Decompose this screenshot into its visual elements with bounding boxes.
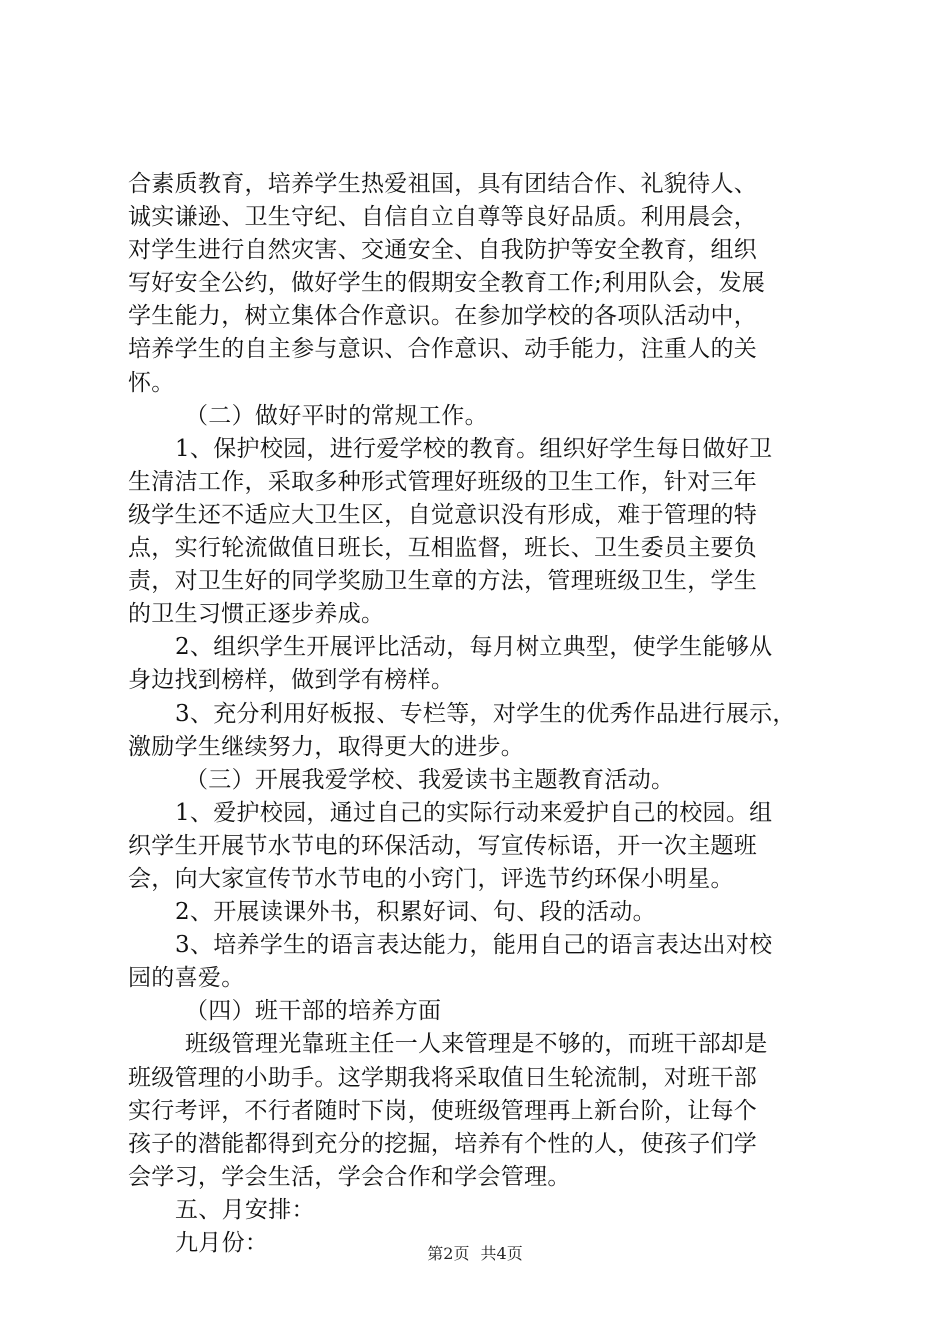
text-line: 2、开展读课外书，积累好词、句、段的活动。 [175, 899, 656, 926]
text-line: （三）开展我爱学校、我爱读书主题教育活动。 [185, 766, 675, 793]
text-line: 会学习，学会生活，学会合作和学会管理。 [128, 1163, 571, 1190]
text-line: 学生能力，树立集体合作意识。在参加学校的各项队活动中， [128, 303, 758, 330]
text-line: 五、月安排： [175, 1196, 315, 1223]
text-line: 身边找到榜样，做到学有榜样。 [128, 667, 455, 694]
text-line: 园的喜爱。 [128, 965, 245, 992]
page-footer [0, 1244, 950, 1264]
text-line: 班级管理光靠班主任一人来管理是不够的，而班干部却是 [185, 1031, 768, 1058]
text-line: 实行考评，不行者随时下岗，使班级管理再上新台阶，让每个 [128, 1097, 758, 1124]
text-line: 会，向大家宣传节水节电的小窍门，评选节约环保小明星。 [128, 865, 734, 892]
text-line: 九月份： [175, 1230, 269, 1256]
text-line: 2、组织学生开展评比活动，每月树立典型，使学生能够从 [175, 634, 773, 661]
document-body [128, 168, 840, 1260]
text-line: 培养学生的自主参与意识、合作意识、动手能力，注重人的关 [128, 336, 758, 363]
text-line: 激励学生继续努力，取得更大的进步。 [128, 733, 525, 760]
text-line: 对学生进行自然灾害、交通安全、自我防护等安全教育，组织 [128, 237, 758, 264]
text-line: 点，实行轮流做值日班长，互相监督，班长、卫生委员主要负 [128, 535, 758, 562]
text-line: （二）做好平时的常规工作。 [185, 402, 488, 429]
text-line: 诚实谦逊、卫生守纪、自信自立自尊等良好品质。利用晨会， [128, 204, 758, 231]
text-line: 怀。 [128, 369, 175, 396]
text-line: 合素质教育，培养学生热爱祖国，具有团结合作、礼貌待人、 [128, 171, 758, 197]
text-line: 3、培养学生的语言表达能力，能用自己的语言表达出对校 [175, 932, 773, 959]
text-line: 孩子的潜能都得到充分的挖掘，培养有个性的人，使孩子们学 [128, 1130, 758, 1157]
text-line: 生清洁工作，采取多种形式管理好班级的卫生工作，针对三年 [128, 468, 758, 495]
text-line: 织学生开展节水节电的环保活动，写宣传标语，开一次主题班 [128, 832, 758, 859]
text-line: 1、爱护校园，通过自己的实际行动来爱护自己的校园。组 [175, 799, 773, 826]
text-line: 3、充分利用好板报、专栏等，对学生的优秀作品进行展示， [175, 700, 796, 727]
text-line: 1、保护校园，进行爱学校的教育。组织好学生每日做好卫 [175, 435, 773, 462]
text-line: 级学生还不适应大卫生区，自觉意识没有形成，难于管理的特 [128, 501, 758, 528]
text-line: 责，对卫生好的同学奖励卫生章的方法，管理班级卫生，学生 [128, 568, 758, 595]
text-line: 写好安全公约，做好学生的假期安全教育工作;利用队会，发展 [128, 270, 766, 297]
text-line: 班级管理的小助手。这学期我将采取值日生轮流制，对班干部 [128, 1064, 758, 1091]
page-number: 第2页 [427, 1244, 470, 1263]
text-line: （四）班干部的培养方面 [185, 998, 442, 1025]
text-line: 的卫生习惯正逐步养成。 [128, 601, 385, 628]
page-total: 共4页 [480, 1244, 523, 1263]
